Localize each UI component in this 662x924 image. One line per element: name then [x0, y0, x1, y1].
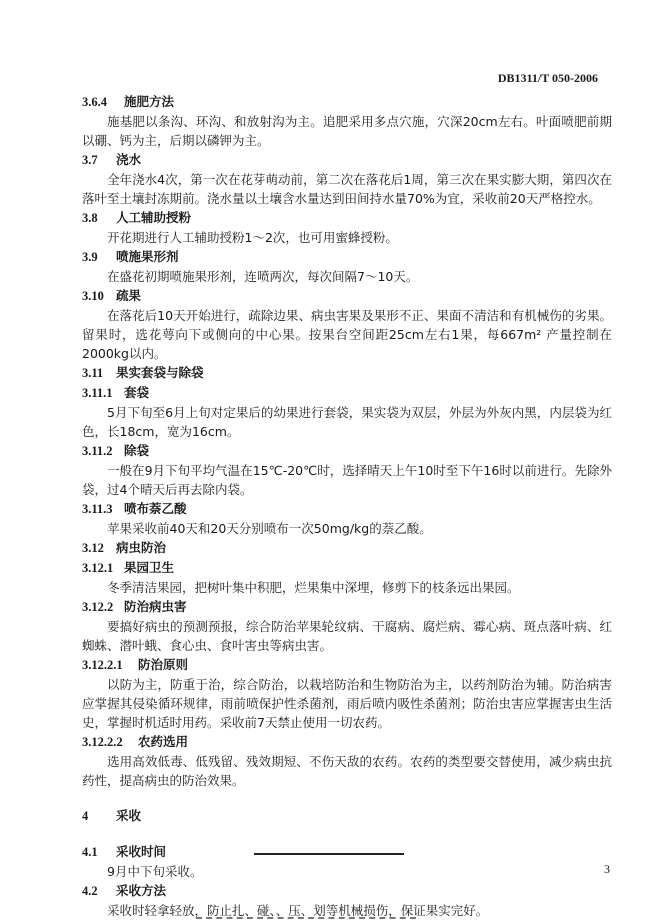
section-number: 4: [82, 809, 89, 823]
section-number: 3.12.2: [82, 600, 114, 614]
paragraph: 要搞好病虫的预测预报，综合防治苹果轮纹病、干腐病、腐烂病、霉心病、斑点落叶病、红蜘蛛、潜叶蛾、食心虫、食叶害虫等病虫害。: [82, 619, 612, 653]
section-number: 3.12.1: [82, 561, 114, 575]
section-number: 3.8: [82, 211, 98, 225]
section-title: 套袋: [124, 385, 150, 400]
section-heading: [82, 655, 612, 675]
section-number: 3.12.2.1: [82, 658, 123, 672]
section-number: 3.11.2: [82, 444, 113, 458]
document-body: [82, 92, 612, 920]
section-heading: [82, 150, 612, 170]
chapter-heading: [82, 806, 612, 826]
paragraph: 在盛花初期喷施果形剂，连喷两次，每次间隔7～10天。: [107, 269, 419, 284]
paragraph: 全年浇水4次，第一次在花芽萌动前，第二次在落花后1周，第三次在果实膨大期，第四次在落叶至土壤封冻期前。浇水量以土壤含水量达到田间持水量70%为宜，采收前20天严格控水。: [82, 172, 612, 206]
section-title: 防治原则: [138, 657, 189, 672]
section-title: 人工辅助授粉: [116, 210, 192, 225]
section-heading: [82, 499, 612, 519]
section-title: 病虫防治: [116, 540, 167, 555]
section-number: 3.7: [82, 153, 98, 167]
section-title: 疏果: [116, 288, 142, 303]
section-heading: [82, 247, 612, 267]
document-number: DB1311/T 050-2006: [497, 71, 598, 85]
section-title: 喷施果形剂: [116, 249, 179, 264]
section-heading: [82, 208, 612, 228]
section-title: 果实套袋与除袋: [116, 365, 204, 380]
spacer: [82, 790, 612, 806]
scan-artifact: [196, 917, 416, 923]
section-heading: [82, 558, 612, 578]
section-title: 浇水: [116, 152, 142, 167]
section-heading: [82, 92, 612, 112]
section-number: 3.11.3: [82, 502, 113, 516]
paragraph: 采收时轻拿轻放，防止扎、碰、、压、划等机械损伤，保证果实完好。: [107, 903, 489, 918]
footer-divider: [254, 853, 404, 855]
section-title: 采收时间: [116, 844, 167, 859]
section-heading: [82, 732, 612, 752]
section-title: 施肥方法: [124, 94, 175, 109]
section-heading: [82, 842, 612, 862]
section-number: 3.11: [82, 366, 104, 380]
section-heading: [82, 881, 612, 901]
paragraph: 在落花后10天开始进行，疏除边果、病虫害果及果形不正、果面不清洁和有机械伤的劣果。留果时，选花萼向下或侧向的中心果。按果台空间距25cm左右1果，每667m² 产量控制在2000kg以内。: [82, 308, 612, 361]
section-title: 果园卫生: [124, 560, 175, 575]
section-number: 3.9: [82, 250, 98, 264]
page-number: 3: [604, 862, 610, 876]
section-number: 3.10: [82, 289, 104, 303]
section-heading: [82, 286, 612, 306]
paragraph: 施基肥以条沟、环沟、和放射沟为主。追肥采用多点穴施，穴深20cm左右。叶面喷肥前期以硼、钙为主，后期以磷钾为主。: [82, 114, 612, 148]
paragraph: 选用高效低毒、低残留、残效期短、不伤天敌的农药。农药的类型要交替使用，减少病虫抗药性，提高病虫的防治效果。: [82, 754, 612, 788]
section-heading: [82, 363, 612, 383]
section-number: 4.1: [82, 845, 98, 859]
section-title: 农药选用: [138, 734, 189, 749]
section-number: 3.6.4: [82, 95, 107, 109]
paragraph: 冬季清洁果园，把树叶集中积肥，烂果集中深埋，修剪下的枝条远出果园。: [107, 580, 520, 595]
section-title: 防治病虫害: [124, 599, 187, 614]
section-heading: [82, 441, 612, 461]
section-heading: [82, 538, 612, 558]
section-title: 采收: [116, 808, 142, 823]
section-title: 采收方法: [116, 883, 167, 898]
section-heading: [82, 383, 612, 403]
paragraph: 以防为主，防重于治，综合防治，以栽培防治和生物防治为主，以药剂防治为辅。防治病害应掌握其侵染循环规律，雨前喷保护性杀菌剂，雨后喷内吸性杀菌剂；防治虫害应掌握害虫生活史，掌握时机适时用药。采收前7天禁止使用一切农药。: [82, 677, 612, 730]
paragraph: 苹果采收前40天和20天分别喷布一次50mg/kg的萘乙酸。: [107, 521, 432, 536]
section-number: 3.12.2.2: [82, 735, 123, 749]
section-number: 4.2: [82, 884, 98, 898]
paragraph: 9月中下旬采收。: [107, 864, 203, 879]
section-title: 除袋: [124, 443, 150, 458]
spacer: [82, 826, 612, 842]
section-title: 喷布萘乙酸: [124, 501, 187, 516]
section-heading: [82, 597, 612, 617]
paragraph: 开花期进行人工辅助授粉1～2次，也可用蜜蜂授粉。: [107, 230, 398, 245]
paragraph: 5月下旬至6月上旬对定果后的幼果进行套袋，果实袋为双层，外层为外灰内黑，内层袋为红色，长18cm，宽为16cm。: [82, 405, 612, 439]
paragraph: 一般在9月下旬平均气温在15℃-20℃时，选择晴天上午10时至下午16时以前进行。先除外袋，过4个晴天后再去除内袋。: [82, 463, 612, 497]
section-number: 3.12: [82, 541, 104, 555]
section-number: 3.11.1: [82, 386, 113, 400]
